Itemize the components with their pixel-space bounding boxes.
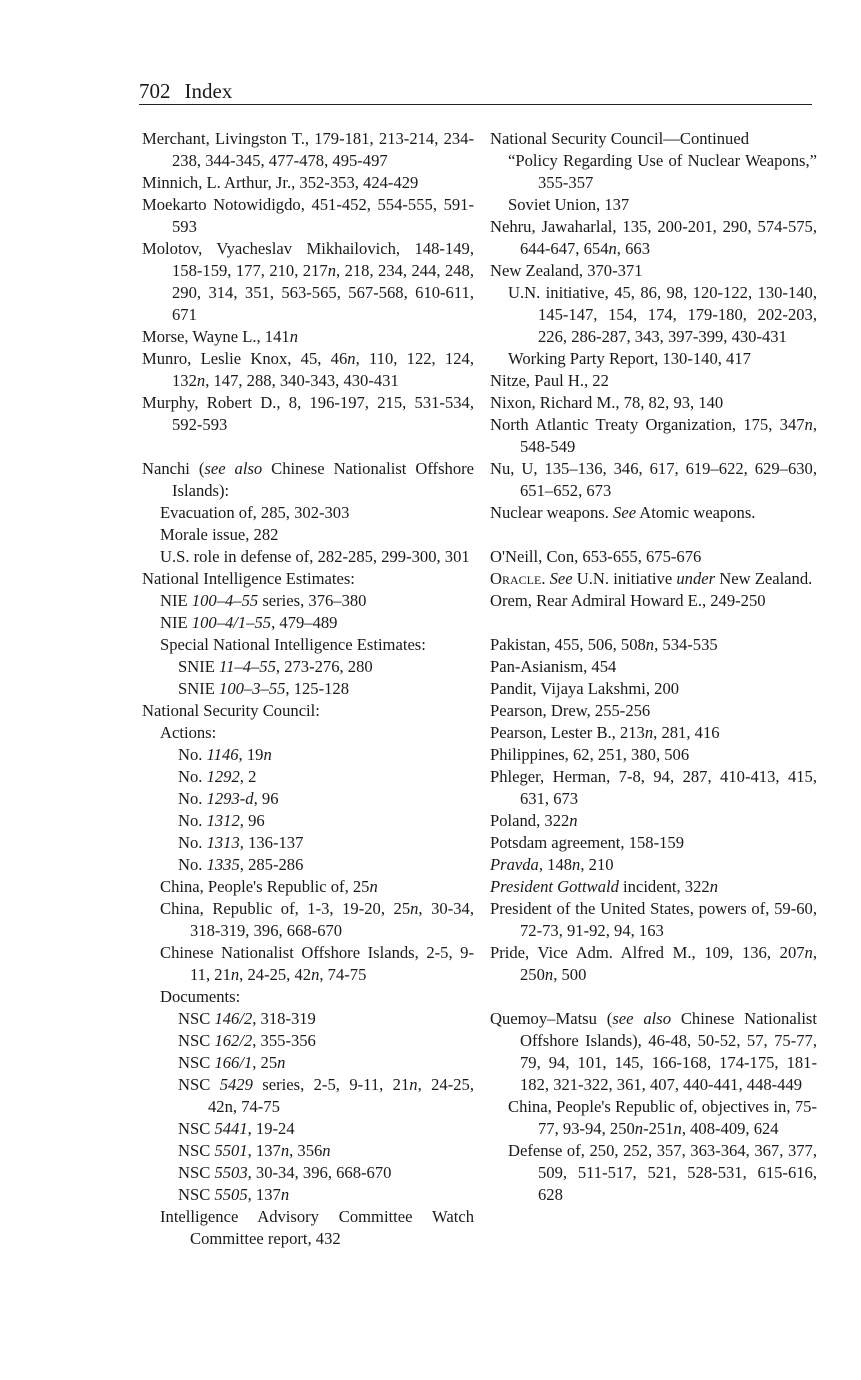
index-entry [142, 238, 474, 326]
entry-text: n [280, 1141, 290, 1160]
entry-text: Pearson, Lester B., 213 [490, 723, 645, 742]
entry-text: NSC [178, 1185, 215, 1204]
index-subentry [142, 634, 474, 656]
index-entry [490, 128, 817, 150]
entry-text: North Atlantic Treaty Organization, 175, 347 [490, 415, 805, 434]
index-subentry [142, 854, 474, 876]
index-entry [490, 260, 817, 282]
index-subentry [142, 986, 474, 1008]
index-column-left [142, 128, 474, 1250]
entry-text: NSC [178, 1009, 215, 1028]
entry-text: Working Party Report, 130-140, 417 [508, 349, 751, 368]
entry-text: , 663 [616, 239, 650, 258]
index-subentry [142, 590, 474, 612]
index-subentry [142, 1008, 474, 1030]
index-entry [142, 568, 474, 590]
entry-text: , 285-286 [239, 855, 304, 874]
entry-text: NSC [178, 1031, 215, 1050]
entry-text: No. [178, 833, 207, 852]
index-subentry [490, 1096, 817, 1140]
entry-text: President of the United States, powers of, 59-60, 72-73, 91-92, 94, 163 [490, 899, 817, 940]
index-entry [490, 590, 817, 612]
index-subentry [142, 524, 474, 546]
index-subentry [142, 656, 474, 678]
index-entry [490, 810, 817, 832]
index-subentry [142, 1206, 474, 1250]
index-column-right [490, 128, 817, 1206]
entry-text: No. [178, 789, 207, 808]
entry-text: NSC [178, 1163, 215, 1182]
entry-text: , 318-319 [252, 1009, 316, 1028]
index-subentry [142, 1052, 474, 1074]
index-entry [142, 194, 474, 238]
entry-text: 146/2 [214, 1009, 253, 1028]
section-gap [142, 436, 474, 458]
entry-text: Chinese Nationalist Offshore Islands), 46-48, 50-52, 57, 75-77, 79, 94, 101, 145, 166-168, 174-175, 181-182, 321-322, 361, 407, 440-441, 448-449 [520, 1009, 817, 1094]
index-subentry [142, 612, 474, 634]
entry-text: . [541, 569, 550, 588]
section-gap [490, 986, 817, 1008]
entry-text: , 136-137 [239, 833, 304, 852]
entry-text: n [263, 745, 272, 764]
index-subentry [142, 678, 474, 700]
index-subentry [142, 502, 474, 524]
entry-text: NSC [178, 1119, 215, 1138]
entry-text: n [322, 1141, 331, 1160]
entry-text: , 25 [252, 1053, 278, 1072]
entry-text: , 96 [239, 811, 265, 830]
page-title: Index [184, 79, 233, 103]
index-entry [490, 546, 817, 568]
entry-text: Pearson, Drew, 255-256 [490, 701, 651, 720]
entry-text: , 96 [253, 789, 279, 808]
entry-text: , 125-128 [285, 679, 350, 698]
entry-text: Merchant, Livingston T., 179-181, 213-214, 234-238, 344-345, 477-478, 495-497 [142, 129, 474, 170]
entry-text: New Zealand. [715, 569, 813, 588]
index-entry [142, 348, 474, 392]
entry-text: series, 376–380 [258, 591, 367, 610]
entry-text: See [613, 503, 637, 522]
index-entry [142, 700, 474, 722]
index-entry [490, 568, 817, 590]
entry-text: n [196, 371, 206, 390]
index-entry [490, 216, 817, 260]
entry-text: , 273-276, 280 [275, 657, 373, 676]
entry-text: China, People's Republic of, objectives in, 75-77, 93-94, 250 [508, 1097, 817, 1138]
entry-text: , 19 [238, 745, 264, 764]
entry-text: 1312 [206, 811, 240, 830]
entry-text: Evacuation of, 285, 302-303 [160, 503, 350, 522]
entry-text: National Intelligence Estimates: [142, 569, 355, 588]
entry-text: NIE [160, 591, 192, 610]
entry-text: No. [178, 767, 207, 786]
entry-text: Potsdam agreement, 158-159 [490, 833, 685, 852]
section-gap [490, 524, 817, 546]
index-entry [490, 502, 817, 524]
entry-text: n [673, 1119, 682, 1138]
entry-text: 100–4–55 [191, 591, 259, 610]
entry-text: Nitze, Paul H., 22 [490, 371, 609, 390]
entry-text: NSC [178, 1075, 220, 1094]
entry-text: Pride, Vice Adm. Alfred M., 109, 136, 207 [490, 943, 805, 962]
index-subentry [142, 1162, 474, 1184]
index-subentry [490, 150, 817, 194]
entry-text: , 19-24 [247, 1119, 295, 1138]
entry-text: , 24-25, 42 [239, 965, 312, 984]
entry-text: Nehru, Jawaharlal, 135, 200-201, 290, 574-575, 644-647, 654 [490, 217, 817, 258]
entry-text: Special National Intelligence Estimates: [160, 635, 426, 654]
entry-text: , 2 [239, 767, 257, 786]
entry-text: China, People's Republic of, 25 [160, 877, 370, 896]
index-entry [142, 458, 474, 502]
section-gap [490, 612, 817, 634]
entry-text: Molotov, Vyacheslav Mikhailovich, 148-149, 158-159, 177, 210, 217 [142, 239, 474, 280]
entry-text: “Policy Regarding Use of Nuclear Weapons,” 355-357 [508, 151, 817, 192]
entry-text: n [544, 965, 554, 984]
index-entry [490, 414, 817, 458]
running-header [139, 78, 812, 105]
entry-text: n [644, 723, 654, 742]
entry-text: n [634, 1119, 644, 1138]
index-subentry [490, 194, 817, 216]
index-entry [490, 678, 817, 700]
entry-text: 100–4/1–55 [191, 613, 272, 632]
entry-text: Chinese Nationalist Offshore Islands): [172, 459, 475, 500]
entry-text: 1292 [206, 767, 240, 786]
entry-text: , 110, 122, 124, 132 [172, 349, 474, 390]
entry-text: -251 [643, 1119, 674, 1138]
index-entry [490, 766, 817, 810]
index-subentry [490, 348, 817, 370]
entry-text: n [327, 261, 336, 280]
index-subentry [142, 810, 474, 832]
entry-text: Minnich, L. Arthur, Jr., 352-353, 424-429 [142, 173, 419, 192]
entry-text: , 281, 416 [653, 723, 720, 742]
index-subentry [142, 1074, 474, 1118]
index-subentry [142, 942, 474, 986]
index-entry [490, 898, 817, 942]
index-entry [490, 942, 817, 986]
entry-text: , 137 [247, 1185, 281, 1204]
entry-text: Orem, Rear Admiral Howard E., 249-250 [490, 591, 766, 610]
index-subentry [142, 1030, 474, 1052]
entry-text: Chinese Nationalist Offshore Islands, 2-5, 9-11, 21 [160, 943, 474, 984]
index-entry [490, 700, 817, 722]
entry-text: 5429 [219, 1075, 253, 1094]
entry-text: , 74-75 [319, 965, 367, 984]
index-subentry [142, 876, 474, 898]
index-subentry [142, 1140, 474, 1162]
index-entry [490, 634, 817, 656]
entry-text: n [347, 349, 356, 368]
index-subentry [142, 546, 474, 568]
entry-text: , 479–489 [271, 613, 338, 632]
index-subentry [490, 282, 817, 348]
entry-text: , 210 [580, 855, 614, 874]
index-entry [142, 392, 474, 436]
entry-text: n [709, 877, 718, 896]
entry-text: 1146 [206, 745, 239, 764]
entry-text: Morse, Wayne L., 141 [142, 327, 290, 346]
entry-text: Munro, Leslie Knox, 45, 46 [142, 349, 348, 368]
entry-text: Pandit, Vijaya Lakshmi, 200 [490, 679, 680, 698]
entry-text: Murphy, Robert D., 8, 196-197, 215, 531-534, 592-593 [142, 393, 474, 434]
index-entry [142, 128, 474, 172]
entry-text: NSC [178, 1141, 215, 1160]
index-entry [142, 326, 474, 348]
entry-text: 1293-d [206, 789, 254, 808]
entry-text: Defense of, 250, 252, 357, 363-364, 367, 377, 509, 511-517, 521, 528-531, 615-616, 628 [508, 1141, 817, 1204]
entry-text: n [230, 965, 240, 984]
entry-text: Soviet Union, 137 [508, 195, 630, 214]
entry-text: 1335 [206, 855, 240, 874]
entry-text: 11–4–55 [219, 657, 276, 676]
entry-text: , 30-34, 396, 668-670 [247, 1163, 392, 1182]
index-entry [490, 370, 817, 392]
entry-text: n [409, 1075, 418, 1094]
entry-text: , 147, 288, 340-343, 430-431 [205, 371, 399, 390]
entry-text: n [804, 415, 813, 434]
entry-text: Nanchi ( [142, 459, 205, 478]
entry-text: n [410, 899, 419, 918]
entry-text: Nu, U, 135–136, 346, 617, 619–622, 629–630, 651–652, 673 [490, 459, 817, 500]
entry-text: 5441 [214, 1119, 248, 1138]
entry-text: Poland, 322 [490, 811, 570, 830]
entry-text: Morale issue, 282 [160, 525, 279, 544]
entry-text: , 148 [538, 855, 573, 874]
index-subentry [142, 766, 474, 788]
entry-text: China, Republic of, 1-3, 19-20, 25 [160, 899, 411, 918]
entry-text: n [280, 1185, 290, 1204]
index-subentry [142, 898, 474, 942]
index-entry [490, 392, 817, 414]
entry-text: Nixon, Richard M., 78, 82, 93, 140 [490, 393, 724, 412]
entry-text: New Zealand, 370-371 [490, 261, 643, 280]
entry-text: , 408-409, 624 [681, 1119, 779, 1138]
entry-text: , 500 [553, 965, 587, 984]
entry-text: Atomic weapons. [636, 503, 756, 522]
entry-text: NIE [160, 613, 192, 632]
entry-text: , 250 [520, 943, 817, 984]
entry-text: Phleger, Herman, 7-8, 94, 287, 410-413, 415, 631, 673 [490, 767, 817, 808]
entry-text: 1313 [206, 833, 240, 852]
entry-text: , 30-34, 318-319, 396, 668-670 [190, 899, 474, 940]
entry-text: National Security Council: [142, 701, 320, 720]
entry-text: 5503 [214, 1163, 248, 1182]
entry-text: 162/2 [214, 1031, 253, 1050]
entry-text: series, 2-5, 9-11, 21 [252, 1075, 410, 1094]
entry-text: NSC [178, 1053, 215, 1072]
entry-text: O'Neill, Con, 653-655, 675-676 [490, 547, 702, 566]
entry-text: Pakistan, 455, 506, 508 [490, 635, 646, 654]
index-entry [490, 744, 817, 766]
entry-text: Documents: [160, 987, 241, 1006]
index-entry [490, 1008, 817, 1096]
entry-text: Nuclear weapons. [490, 503, 614, 522]
entry-text: , 24-25, 42n, 74-75 [208, 1075, 474, 1116]
index-entry [490, 854, 817, 876]
entry-text: Pravda [490, 855, 539, 874]
entry-text: U.S. role in defense of, 282-285, 299-300, 301 [160, 547, 470, 566]
index-subentry [142, 722, 474, 744]
entry-text: , 137 [247, 1141, 281, 1160]
entry-text: 166/1 [214, 1053, 253, 1072]
entry-text: Philippines, 62, 251, 380, 506 [490, 745, 690, 764]
entry-text: No. [178, 855, 207, 874]
entry-text: , 534-535 [654, 635, 718, 654]
entry-text: n [608, 239, 617, 258]
index-subentry [142, 1118, 474, 1140]
entry-text: n [311, 965, 320, 984]
index-subentry [142, 832, 474, 854]
entry-text: Actions: [160, 723, 217, 742]
entry-text: Intelligence Advisory Committee Watch Committee report, 432 [160, 1207, 474, 1248]
entry-text: No. [178, 811, 207, 830]
entry-text: See [549, 569, 573, 588]
index-subentry [142, 744, 474, 766]
entry-text: Pan-Asianism, 454 [490, 657, 617, 676]
entry-text: 5501 [214, 1141, 248, 1160]
entry-text: SNIE [178, 679, 220, 698]
index-entry [490, 876, 817, 898]
index-subentry [142, 1184, 474, 1206]
entry-text: 100–3–55 [219, 679, 286, 698]
entry-text: , 548-549 [520, 415, 817, 456]
index-entry [490, 458, 817, 502]
entry-text: , 355-356 [252, 1031, 316, 1050]
index-entry [490, 832, 817, 854]
index-entry [142, 172, 474, 194]
index-entry [490, 656, 817, 678]
page-number: 702 [139, 79, 171, 103]
entry-text: SNIE [178, 657, 220, 676]
entry-text: Quemoy–Matsu ( [490, 1009, 613, 1028]
entry-text: U.N. initiative [572, 569, 677, 588]
entry-text: n [369, 877, 378, 896]
index-subentry [142, 788, 474, 810]
entry-text: U.N. initiative, 45, 86, 98, 120-122, 130-140, 145-147, 154, 174, 179-180, 202-203, 226, 286-287, 343, 397-399, 430-431 [508, 283, 817, 346]
entry-text: n [289, 327, 298, 346]
entry-text: see also [612, 1009, 672, 1028]
entry-text: n [277, 1053, 286, 1072]
entry-text: Moekarto Notowidigdo, 451-452, 554-555, 591-593 [142, 195, 474, 236]
entry-text: n [569, 811, 578, 830]
entry-text: n [804, 943, 813, 962]
index-subentry [490, 1140, 817, 1206]
entry-text: National Security Council—Continued [490, 129, 750, 148]
entry-text: n [572, 855, 581, 874]
entry-text: , 356 [289, 1141, 323, 1160]
entry-text: incident, 322 [618, 877, 710, 896]
entry-text: No. [178, 745, 207, 764]
index-entry [490, 722, 817, 744]
entry-text: President Gottwald [490, 877, 619, 896]
entry-text: under [676, 569, 716, 588]
entry-text: Oracle [490, 569, 542, 588]
entry-text: , 218, 234, 244, 248, 290, 314, 351, 563-565, 567-568, 610-611, 671 [172, 261, 474, 324]
entry-text: n [645, 635, 655, 654]
entry-text: 5505 [214, 1185, 248, 1204]
entry-text: see also [204, 459, 263, 478]
